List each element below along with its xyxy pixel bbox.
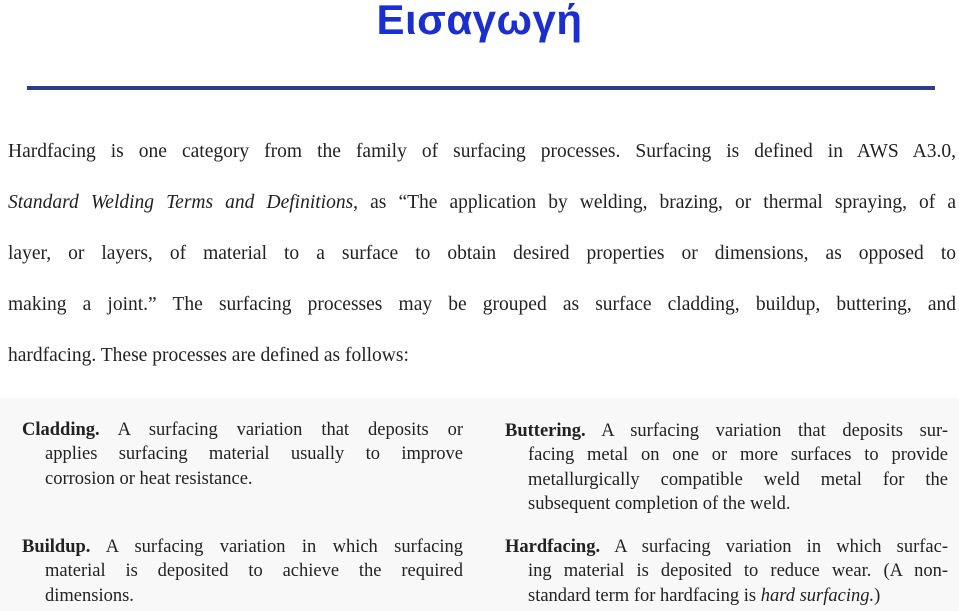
intro-paragraph-line-4	[8, 294, 956, 316]
definition-buttering-line-4: subsequent completion of the weld.	[528, 493, 791, 514]
intro-paragraph-line-2	[8, 192, 956, 214]
definition-buttering-text-1: A surfacing variation that deposits sur-	[601, 421, 948, 441]
title-underline-rule	[27, 86, 935, 90]
aws-standard-title: Standard Welding Terms and Definitions	[8, 192, 354, 213]
term-buildup: Buildup.	[22, 537, 91, 557]
term-cladding: Cladding.	[22, 420, 100, 440]
intro-paragraph-line-3	[8, 243, 956, 265]
definition-hardfacing	[505, 535, 948, 608]
definition-buildup-line-3: dimensions.	[45, 585, 134, 606]
definition-hardfacing-text-1: A surfacing variation in which surfac-	[614, 537, 948, 557]
intro-line-3-text: layer, or layers, of material to a surface to obtain desired properties or dimensions, as opposed to	[8, 243, 956, 264]
intro-line-2-text	[8, 192, 956, 214]
intro-line-5-text: hardfacing. These processes are defined as follows:	[8, 345, 409, 366]
definition-cladding-line-1	[22, 418, 463, 442]
intro-paragraph-line-5	[8, 345, 956, 367]
term-hardfacing: Hardfacing.	[505, 537, 601, 557]
definition-cladding-text-1: A surfacing variation that deposits or	[117, 420, 464, 440]
term-hard-surfacing: hard surfacing.	[760, 585, 875, 606]
term-buttering: Buttering.	[505, 421, 586, 441]
slide-title: Εισαγωγή	[376, 0, 583, 43]
definition-buildup-line-1	[22, 535, 463, 559]
definition-buildup	[22, 535, 463, 608]
definition-cladding-line-2: applies surfacing material usually to improve	[45, 444, 463, 465]
definition-cladding	[22, 418, 463, 491]
intro-line-1-text: Hardfacing is one category from the family of surfacing processes. Surfacing is defined in AWS A3.0,	[8, 141, 956, 162]
intro-paragraph-line-1	[8, 141, 956, 163]
definition-hardfacing-text-3: standard term for hardfacing is	[528, 585, 761, 606]
intro-line-4-text: making a joint.” The surfacing processes may be grouped as surface cladding, buildup, buttering, and	[8, 294, 956, 315]
definition-buttering-line-3: metallurgically compatible weld metal for the	[528, 469, 948, 490]
definition-cladding-line-3: corrosion or heat resistance.	[45, 468, 253, 489]
definition-hardfacing-closing-paren: )	[874, 585, 881, 606]
definition-buildup-line-2: material is deposited to achieve the required	[45, 561, 463, 582]
definition-hardfacing-line-2: ing material is deposited to reduce wear. (A non-	[528, 561, 948, 582]
definition-buttering	[505, 419, 948, 516]
definition-hardfacing-line-1	[505, 535, 948, 559]
definition-buttering-line-2: facing metal on one or more surfaces to provide	[528, 445, 948, 466]
definition-buildup-text-1: A surfacing variation in which surfacing	[105, 537, 463, 557]
intro-line-2-rest: , as “The application by welding, brazing, or thermal spraying, of a	[353, 192, 956, 213]
definition-hardfacing-line-3	[505, 584, 948, 608]
definition-buttering-line-1	[505, 419, 948, 443]
